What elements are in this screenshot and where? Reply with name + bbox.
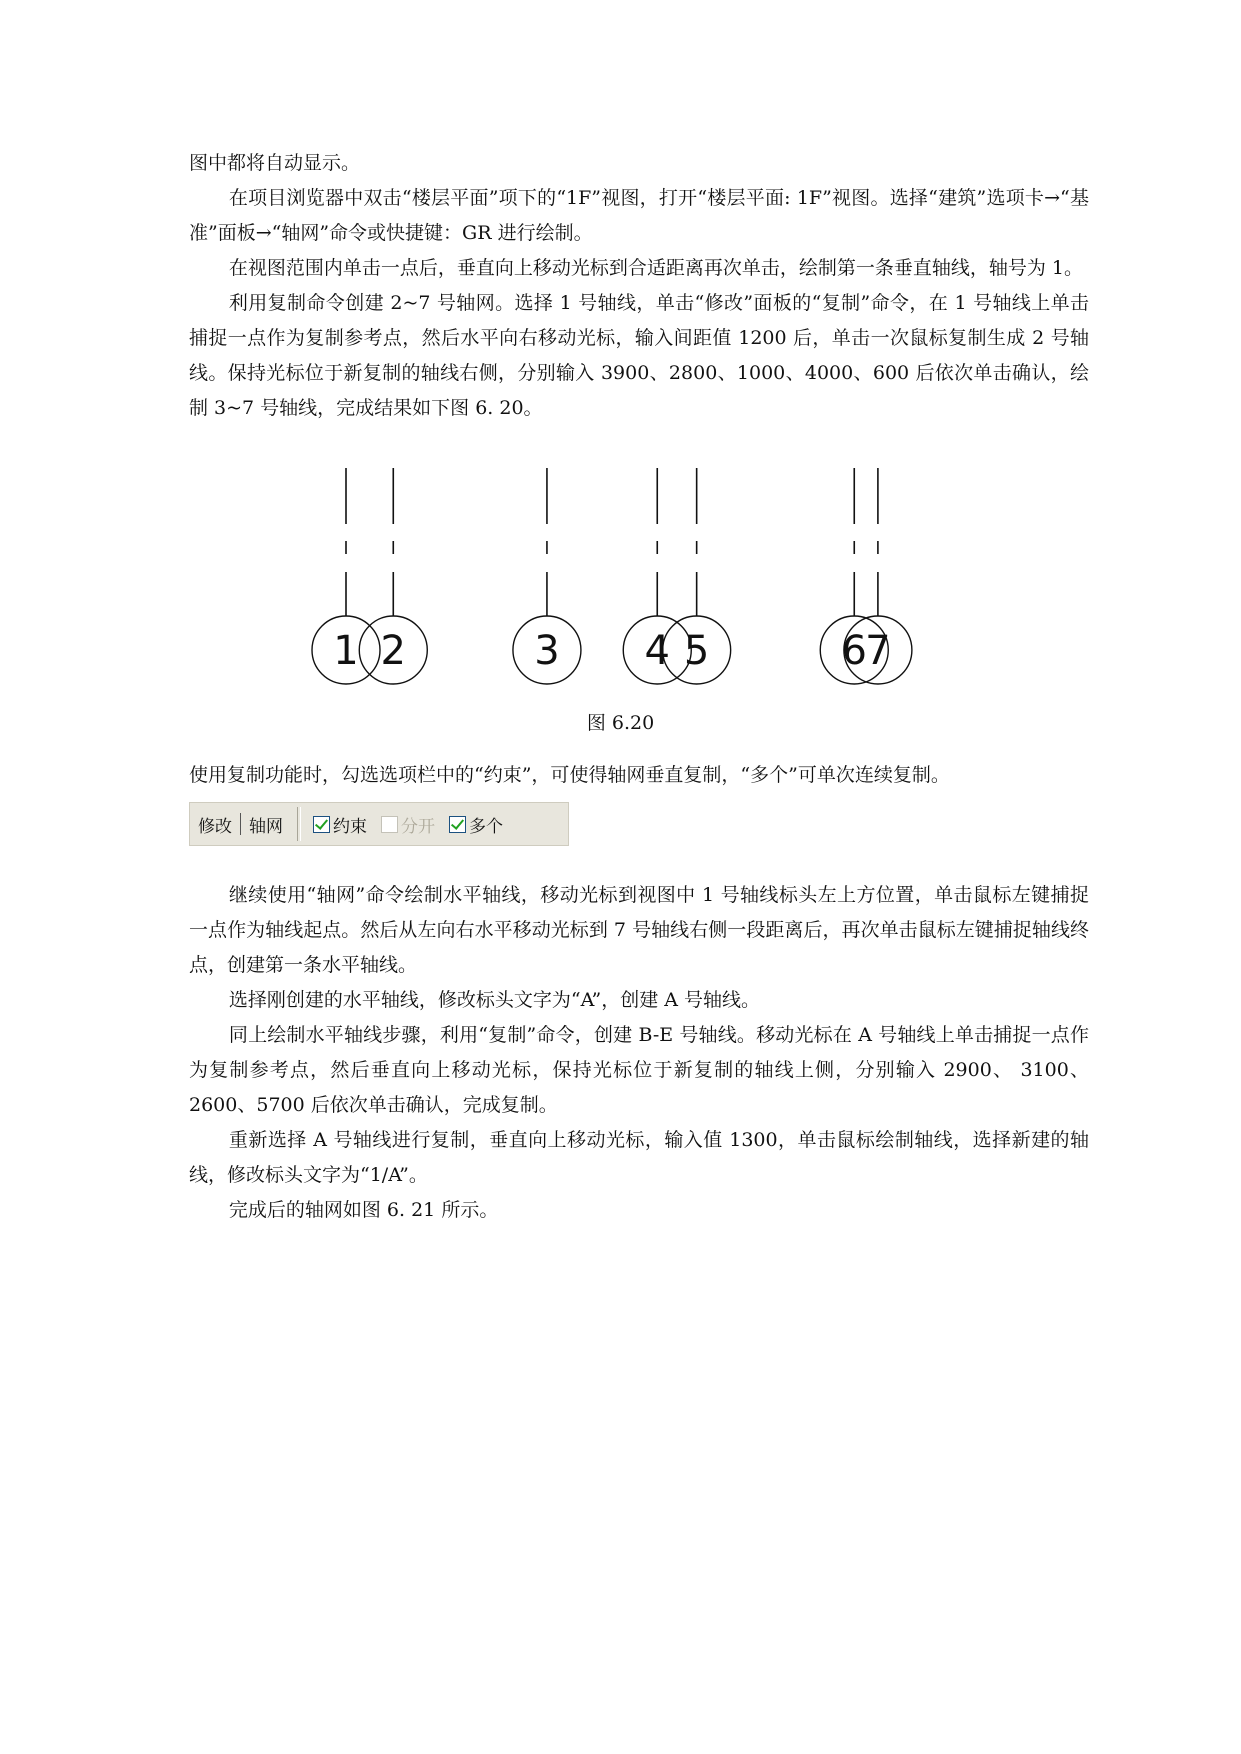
paragraph: 使用复制功能时，勾选选项栏中的“约束”，可使得轴网垂直复制，“多个”可单次连续复制。 xyxy=(189,764,950,786)
multiple-label: 多个 xyxy=(469,816,503,837)
constrain-checkbox[interactable] xyxy=(313,812,367,837)
paragraph: 同上绘制水平轴线步骤，利用“复制”命令，创建 B-E 号轴线。移动光标在 A 号轴线上单击捕捉一点作为复制参考点，然后垂直向上移动光标，保持光标位于新复制的轴线上侧，分别输入 2900、 3100、2600、5700 后依次单击确认，完成复制。 xyxy=(189,1024,1089,1116)
paragraph: 图中都将自动显示。 xyxy=(189,152,361,174)
axis-head-label: 5 xyxy=(683,628,710,674)
grid-axis-figure xyxy=(300,468,1000,697)
axis-5 xyxy=(663,468,731,684)
paragraph: 继续使用“轴网”命令绘制水平轴线，移动光标到视图中 1 号轴线标头左上方位置，单击鼠标左键捕捉一点作为轴线起点。然后从左向右水平移动光标到 7 号轴线右侧一段距离后，再次单击鼠标左键捕捉轴线终点，创建第一条水平轴线。 xyxy=(189,884,1089,976)
axis-2 xyxy=(359,468,427,684)
paragraph: 在项目浏览器中双击“楼层平面”项下的“1F”视图，打开“楼层平面: 1F”视图。选择“建筑”选项卡→“基准”面板→“轴网”命令或快捷键：GR 进行绘制。 xyxy=(189,187,1089,244)
axis-head-label: 6 xyxy=(841,628,867,674)
axis-head-label: 2 xyxy=(380,628,407,674)
axis-head-label: 3 xyxy=(534,628,560,674)
paragraph: 完成后的轴网如图 6. 21 所示。 xyxy=(228,1199,499,1221)
context-label xyxy=(190,812,283,837)
axis-1 xyxy=(312,468,380,684)
figure-caption: 图 6.20 xyxy=(586,712,655,734)
paragraph: 在视图范围内单击一点后，垂直向上移动光标到合适距离再次单击，绘制第一条垂直轴线，轴号为 1。 xyxy=(228,257,1084,279)
text-block-bottom xyxy=(189,878,1089,1228)
context-label-modify: 修改 xyxy=(198,816,232,837)
checkbox-checked-icon[interactable] xyxy=(313,816,330,833)
grid-axis-drawing xyxy=(300,468,1000,693)
text-block-mid xyxy=(189,758,1089,793)
context-label-grid: 轴网 xyxy=(249,816,283,837)
paragraph: 利用复制命令创建 2~7 号轴网。选择 1 号轴线，单击“修改”面板的“复制”命令，在 1 号轴线上单击捕捉一点作为复制参考点，然后水平向右移动光标，输入间距值 1200 后，单击一次鼠标复制生成 2 号轴线。保持光标位于新复制的轴线右侧，分别输入 3900、2800、1000、4000、600 后依次单击确认，绘制 3~7 号轴线，完成结果如下图 6. 20。 xyxy=(189,292,1089,419)
axis-4 xyxy=(623,468,691,684)
disjoin-checkbox[interactable] xyxy=(381,812,435,837)
options-bar xyxy=(189,802,569,846)
disjoin-label: 分开 xyxy=(401,816,435,837)
text-block-top xyxy=(189,146,1089,426)
context-separator xyxy=(240,813,241,835)
multiple-checkbox[interactable] xyxy=(449,812,503,837)
axis-head-label: 1 xyxy=(333,628,359,674)
constrain-label: 约束 xyxy=(333,816,367,837)
checkbox-checked-icon[interactable] xyxy=(449,816,466,833)
axis-3 xyxy=(513,468,581,684)
checkbox-unchecked-icon[interactable] xyxy=(381,816,398,833)
axis-head-label: 4 xyxy=(644,628,670,674)
paragraph: 选择刚创建的水平轴线，修改标头文字为“A”，创建 A 号轴线。 xyxy=(228,989,761,1011)
axis-head-label: 7 xyxy=(865,628,891,674)
toolbar-divider xyxy=(297,807,301,841)
paragraph: 重新选择 A 号轴线进行复制，垂直向上移动光标，输入值 1300，单击鼠标绘制轴线，选择新建的轴线，修改标头文字为“1/A”。 xyxy=(189,1129,1089,1186)
